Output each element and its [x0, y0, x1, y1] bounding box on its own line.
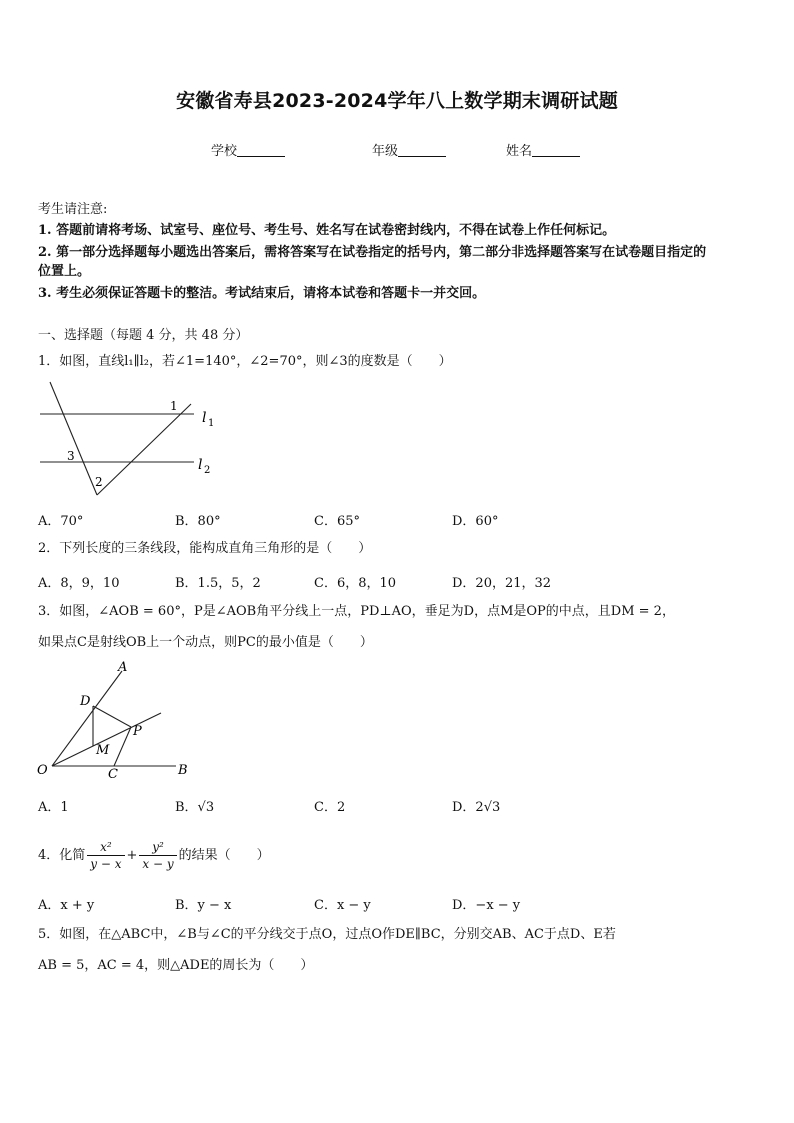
q4-stem: [38, 832, 270, 880]
q3-option-d[interactable]: D．2√3: [452, 800, 501, 815]
q2-option-c[interactable]: C．6，8，10: [314, 576, 397, 591]
q2-option-b[interactable]: B．1.5，5，2: [175, 576, 261, 591]
q1-option-d[interactable]: D．60°: [452, 514, 499, 529]
segment-dp: [93, 706, 131, 727]
name-blank: [532, 144, 580, 157]
section-heading: 一、选择题（每题 4 分，共 48 分）: [38, 328, 249, 343]
q1-option-b[interactable]: B．80°: [175, 514, 221, 529]
q4-option-b[interactable]: B．y − x: [175, 898, 232, 913]
bisector-op: [52, 713, 161, 766]
q4-option-a[interactable]: A．x + y: [38, 898, 95, 913]
q3-stem-line1: 3．如图，∠AOB = 60°，P是∠AOB角平分线上一点，PD⊥AO，垂足为D，点M是OP的中点，且DM = 2，: [38, 604, 675, 619]
q4-fraction-1: [87, 839, 124, 872]
point-o-label: O: [37, 763, 48, 778]
school-blank: [237, 144, 285, 157]
angle-3-label: 3: [67, 449, 75, 463]
notice-item: 1. 答题前请将考场、试室号、座位号、考生号、姓名写在试卷密封线内，不得在试卷上作任何标记。: [38, 223, 616, 238]
q5-stem-line2: AB = 5，AC = 4，则△ADE的周长为（ ）: [38, 958, 314, 973]
grade-blank: [398, 144, 446, 157]
q5-stem-line1: 5．如图，在△ABC中，∠B与∠C的平分线交于点O，过点O作DE∥BC，分别交AB、AC于点D、E若: [38, 927, 616, 942]
name-field: [506, 140, 580, 159]
grade-label: 年级: [372, 144, 399, 159]
ray-oa: [52, 671, 122, 766]
q3-figure: [34, 660, 199, 782]
angle-1-label: 1: [170, 399, 178, 413]
page-title: 安徽省寿县2023-2024学年八上数学期末调研试题: [176, 90, 618, 112]
q4-frac1-numerator: x²: [87, 839, 124, 856]
q4-frac2-numerator: y²: [139, 839, 176, 856]
l1-label: l: [202, 410, 207, 426]
notice-item: 2. 第一部分选择题每小题选出答案后，需将答案写在试卷指定的括号内，第二部分非选择题答案写在试卷题目指定的: [38, 245, 707, 260]
q2-option-d[interactable]: D．20，21，32: [452, 576, 552, 591]
l2-subscript: 2: [204, 465, 211, 476]
name-label: 姓名: [506, 144, 533, 159]
notice-item: 位置上。: [38, 264, 91, 279]
notice-heading: 考生请注意:: [38, 202, 108, 217]
l2-label: l: [198, 457, 203, 473]
q1-figure: [36, 378, 226, 503]
q3-stem-line2: 如果点C是射线OB上一个动点，则PC的最小值是（ ）: [38, 635, 373, 650]
q4-stem-pre: 4．化简: [38, 848, 86, 863]
grade-field: [372, 140, 446, 159]
q4-option-d[interactable]: D．−x − y: [452, 898, 521, 913]
point-d-label: D: [80, 694, 91, 709]
notice-item: 3. 考生必须保证答题卡的整洁。考试结束后，请将本试卷和答题卡一并交回。: [38, 286, 486, 301]
school-field: [211, 140, 285, 159]
q2-stem: 2．下列长度的三条线段，能构成直角三角形的是（ ）: [38, 541, 372, 556]
segment-pc: [114, 727, 131, 766]
q4-stem-post: 的结果（ ）: [178, 848, 270, 863]
transversal-right: [97, 404, 191, 495]
point-a-label: A: [118, 660, 128, 675]
point-c-label: C: [108, 767, 118, 782]
q3-option-c[interactable]: C．2: [314, 800, 346, 815]
transversal-left: [50, 382, 97, 495]
angle-2-label: 2: [95, 475, 103, 489]
school-label: 学校: [211, 144, 238, 159]
l1-subscript: 1: [208, 418, 215, 429]
q3-option-a[interactable]: A．1: [38, 800, 69, 815]
q4-fraction-2: [139, 839, 176, 872]
q2-option-a[interactable]: A．8，9，10: [38, 576, 120, 591]
q1-stem: 1．如图，直线l₁∥l₂，若∠1=140°，∠2=70°，则∠3的度数是（ ）: [38, 354, 452, 369]
point-p-label: P: [133, 724, 142, 739]
q4-frac2-denominator: x − y: [142, 857, 174, 871]
q1-option-c[interactable]: C．65°: [314, 514, 360, 529]
q3-option-b[interactable]: B．√3: [175, 800, 215, 815]
point-m-label: M: [96, 743, 110, 758]
q4-plus: +: [126, 848, 138, 863]
point-b-label: B: [178, 763, 188, 778]
q4-frac1-denominator: y − x: [90, 857, 122, 871]
q1-option-a[interactable]: A．70°: [38, 514, 84, 529]
q4-option-c[interactable]: C．x − y: [314, 898, 371, 913]
